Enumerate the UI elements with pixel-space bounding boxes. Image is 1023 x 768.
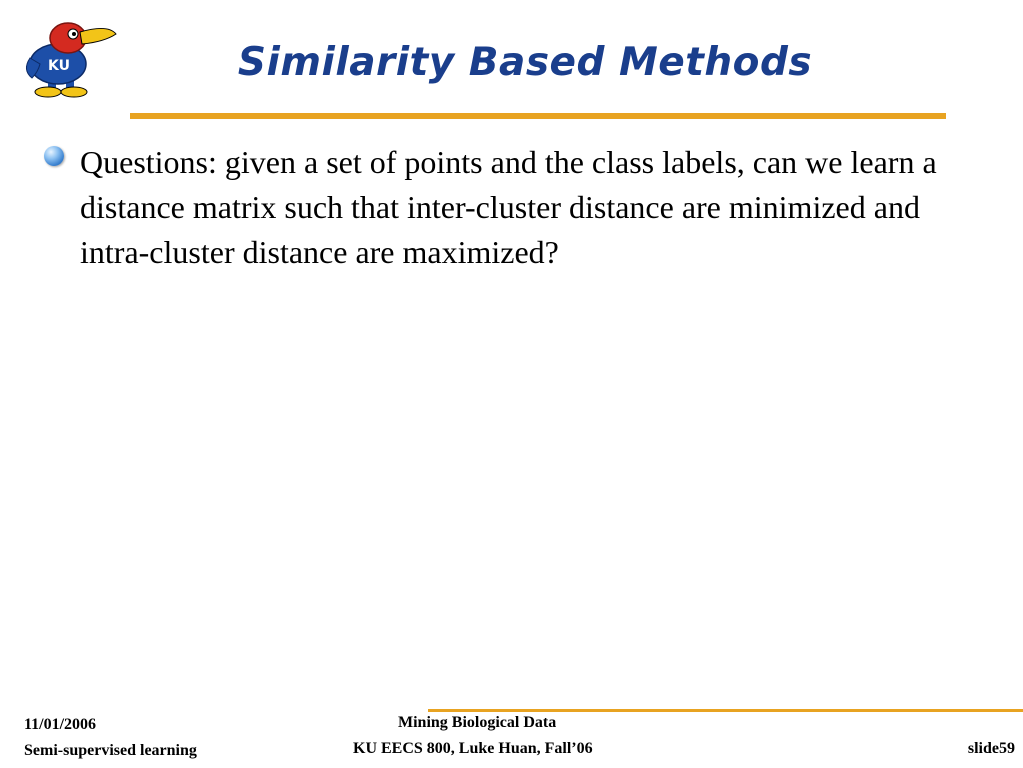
logo-text: KU: [48, 58, 70, 74]
title-divider: [130, 113, 946, 119]
bullet-text: Questions: given a set of points and the class labels, can we learn a distance matrix such that inter-cluster distance are minimized and intra-cluster distance are maximized?: [80, 144, 937, 270]
footer-divider: [428, 709, 1023, 712]
footer-course-title: Mining Biological Data: [398, 714, 557, 731]
slide-number: slide59: [967, 740, 1015, 757]
footer-date: 11/01/2006: [24, 716, 97, 733]
jayhawk-logo-icon: [18, 18, 118, 100]
slide-title: Similarity Based Methods: [237, 40, 813, 85]
footer-course-info: KU EECS 800, Luke Huan, Fall’06: [353, 740, 593, 757]
footer-topic: Semi-supervised learning: [24, 742, 197, 759]
bullet-icon: [44, 146, 64, 166]
